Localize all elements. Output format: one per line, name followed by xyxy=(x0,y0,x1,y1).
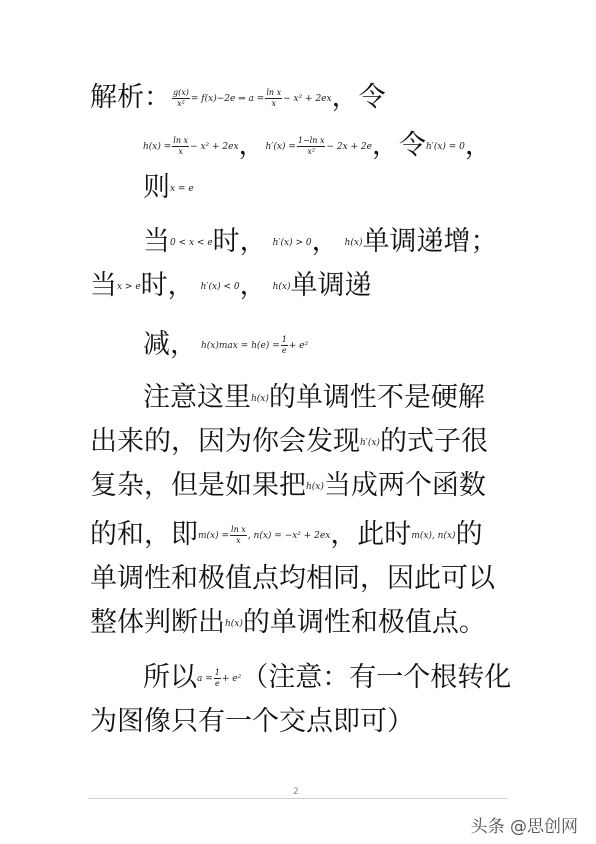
label-jiexi: 解析： xyxy=(90,82,171,113)
word-ling: 令 xyxy=(358,82,386,113)
line-11: 单调性和极值点均相同，因此可以 xyxy=(90,563,495,594)
line-9: 复杂，但是如果把h(x)当成两个函数 xyxy=(90,470,486,501)
fraction: $\frac{1}{e}$ xyxy=(281,335,287,355)
fraction: $\frac{\text{1−ln x}}{\text{x²}}$ xyxy=(297,136,325,156)
line-5: 当x > e时， h′(x) < 0， h(x)单调递 xyxy=(90,270,372,301)
line-3: 则x = e xyxy=(143,172,194,203)
line-6: 减， h(x)max = h(e) = $\frac{1}{e}$ + e² xyxy=(143,329,309,360)
watermark: 头条 @思创网 xyxy=(470,817,578,837)
line-2: h(x) = $\frac{\text{ln x}}{x}$ − x² + 2ex，h′(x) = $\frac{\text{1−ln x}}{\text{x²}}$ − 2x + 2e，令h′(x) = 0， xyxy=(143,130,492,161)
line-4: 当0 < x < e时， h′(x) > 0， h(x)单调递增； xyxy=(143,226,498,257)
line-12: 整体判断出h(x)的单调性和极值点。 xyxy=(90,607,486,638)
fraction: $\frac{\text{ln x}}{x}$ xyxy=(173,136,189,156)
line-7: 注意这里h(x)的单调性不是硬解 xyxy=(143,382,485,413)
math-expr: = f(x)−2e ⇒ a = xyxy=(190,93,265,104)
fraction-lnx-over-x: $\frac{\text{ln x}}{x}$ xyxy=(266,88,282,108)
fraction: $\frac{1}{e}$ xyxy=(214,668,220,688)
page-number: 2 xyxy=(293,787,299,797)
line-14: 为图像只有一个交点即可） xyxy=(90,706,414,737)
fraction: $\frac{\text{ln x}}{x}$ xyxy=(231,525,246,545)
fraction-g-over-x2: $\frac{g(x)}{\text{x²}}$ xyxy=(173,88,189,108)
line-8: 出来的，因为你会发现h′(x)的式子很 xyxy=(90,426,488,457)
line-13: 所以a = $\frac{1}{e}$ + e²（注意：有一个根转化 xyxy=(143,662,512,693)
math-expr: − x² + 2ex xyxy=(283,93,332,104)
line-10: 的和，即m(x) = $\frac{\text{ln x}}{x}$ , n(x) = −x² + 2ex，此时m(x), n(x)的 xyxy=(90,519,483,550)
line-1: 解析： $\frac{g(x)}{\text{x²}}$ = f(x)−2e ⇒ a = $\frac{\text{ln x}}{x}$ − x² + 2ex，令 xyxy=(90,78,386,119)
footer-divider xyxy=(88,798,508,799)
